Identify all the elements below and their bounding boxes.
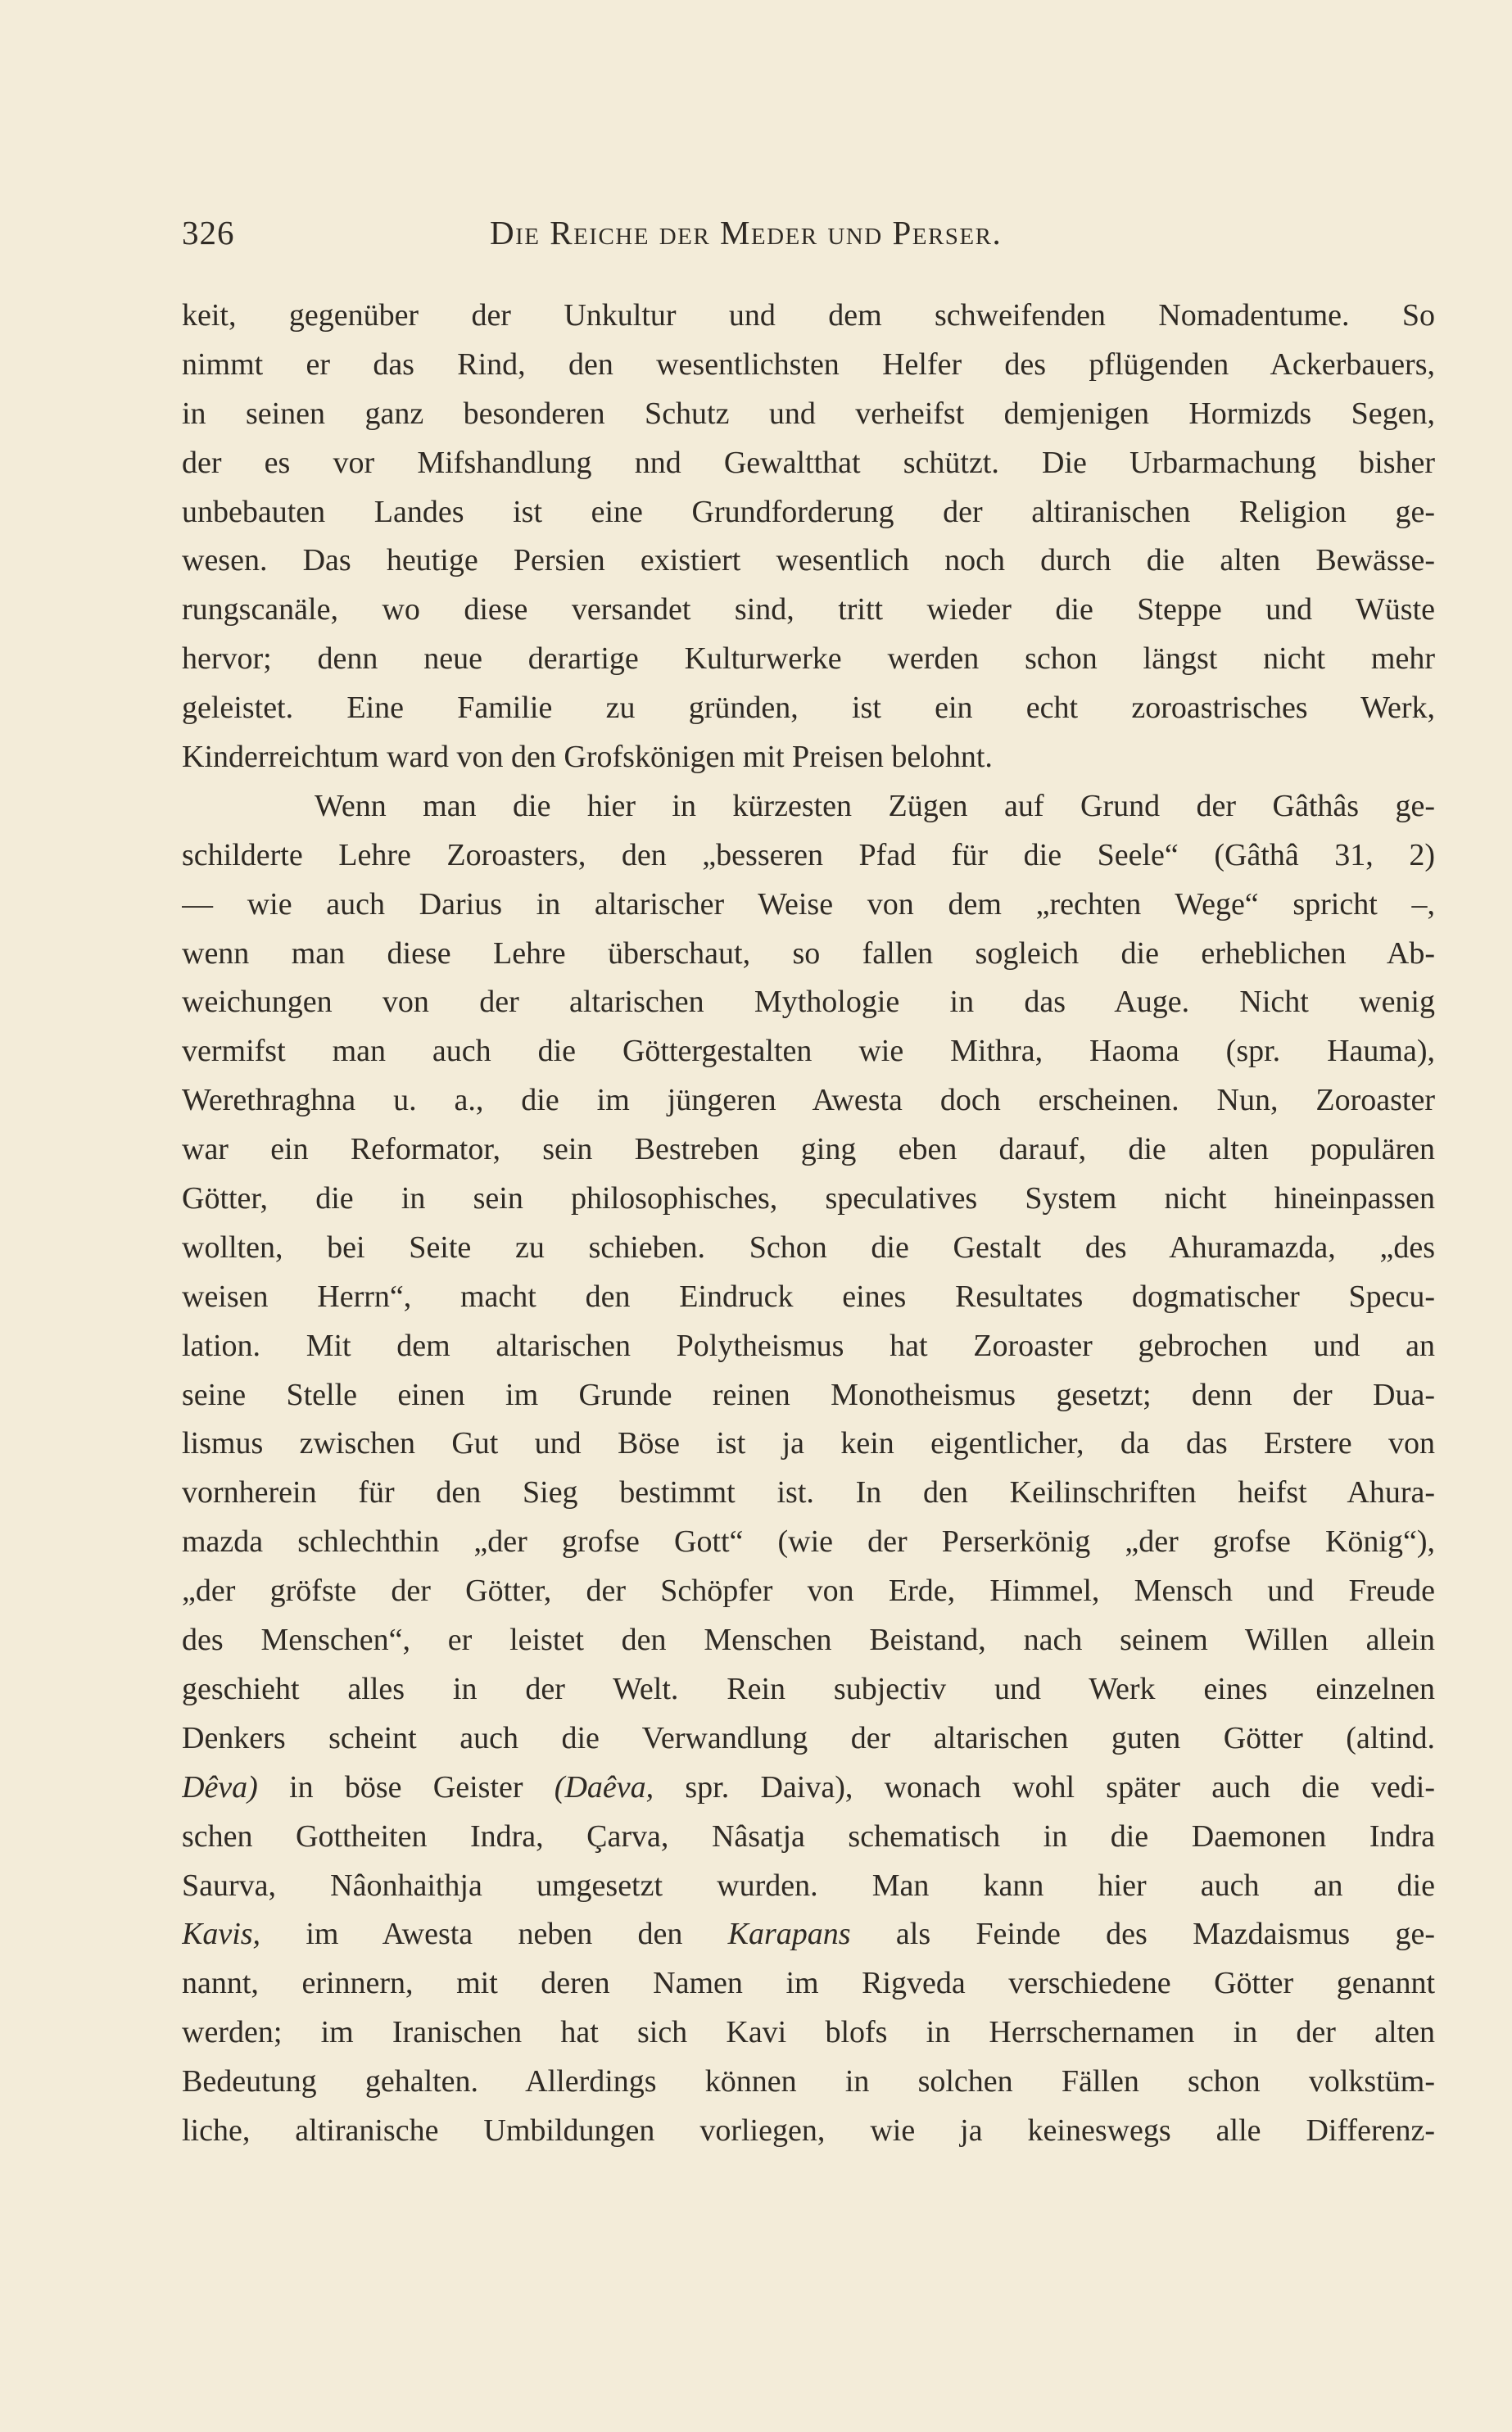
- text-line: war ein Reformator, sein Bestreben ging eben darauf, die alten populären: [182, 1132, 1435, 1167]
- text-line: weichungen von der altarischen Mythologie in das Auge. Nicht wenig: [182, 985, 1435, 1020]
- text-line: wollten, bei Seite zu schieben. Schon die Gestalt des Ahuramazda, „des: [182, 1230, 1435, 1265]
- italic-term: Karapans: [727, 1917, 851, 1952]
- text-line: hervor; denn neue derartige Kulturwerke werden schon längst nicht mehr: [182, 641, 1435, 677]
- page-header: [182, 206, 1134, 264]
- text-line: schilderte Lehre Zoroasters, den „besseren Pfad für die Seele“ (Gâthâ 31, 2): [182, 837, 1435, 872]
- text-line: Götter, die in sein philosophisches, speculatives System nicht hineinpassen: [182, 1181, 1435, 1216]
- paragraph-end-line: Kinderreichtum ward von den Grofskönigen mit Preisen belohnt.: [182, 740, 993, 775]
- text-line: des Menschen“, er leistet den Menschen Beistand, nach seinem Willen allein: [182, 1623, 1435, 1658]
- text-line-with-italics: [182, 1910, 1435, 1959]
- text-line-with-italics: [182, 1764, 1435, 1813]
- text-line: Bedeutung gehalten. Allerdings können in solchen Fällen schon volkstüm-: [182, 2064, 1435, 2099]
- text-line: geschieht alles in der Welt. Rein subjectiv und Werk eines einzelnen: [182, 1671, 1435, 1706]
- text-line: lation. Mit dem altarischen Polytheismus hat Zoroaster gebrochen und an: [182, 1328, 1435, 1363]
- text-line: rungscanäle, wo diese versandet sind, tritt wieder die Steppe und Wüste: [182, 592, 1435, 627]
- text-line: vermifst man auch die Göttergestalten wie Mithra, Haoma (spr. Hauma),: [182, 1034, 1435, 1069]
- text-line: wesen. Das heutige Persien existiert wesentlich noch durch die alten Bewässe-: [182, 543, 1435, 578]
- text-line: Saurva, Nâonhaithja umgesetzt wurden. Man kann hier auch an die: [182, 1868, 1435, 1903]
- italic-term: Kavis,: [182, 1917, 261, 1952]
- text-line: Denkers scheint auch die Verwandlung der altarischen guten Götter (altind.: [182, 1720, 1435, 1755]
- text-run: im Awesta neben den: [260, 1917, 728, 1952]
- text-run: als Feinde des Mazdaismus ge-: [850, 1917, 1435, 1952]
- text-line: schen Gottheiten Indra, Çarva, Nâsatja schematisch in die Daemonen Indra: [182, 1818, 1435, 1854]
- text-line: unbebauten Landes ist eine Grundforderung der altiranischen Religion ge-: [182, 494, 1435, 529]
- text-line: nimmt er das Rind, den wesentlichsten Helfer des pflügenden Ackerbauers,: [182, 346, 1435, 382]
- text-line: weisen Herrn“, macht den Eindruck eines Resultates dogmatischer Specu-: [182, 1279, 1435, 1314]
- text-line: in seinen ganz besonderen Schutz und verheifst demjenigen Hormizds Segen,: [182, 396, 1435, 431]
- text-line: Werethraghna u. a., die im jüngeren Awesta doch erscheinen. Nun, Zoroaster: [182, 1083, 1435, 1118]
- text-run: in böse Geister: [257, 1769, 555, 1805]
- text-line: — wie auch Darius in altarischer Weise von dem „rechten Wege“ spricht –,: [182, 886, 1435, 922]
- text-line: seine Stelle einen im Grunde reinen Monotheismus gesetzt; denn der Dua-: [182, 1377, 1435, 1412]
- text-line: werden; im Iranischen hat sich Kavi blofs in Herrschernamen in der alten: [182, 2015, 1435, 2050]
- page-number: 326: [182, 214, 235, 251]
- italic-term: (Daêva,: [554, 1769, 654, 1805]
- italic-term: Dêva): [182, 1769, 258, 1805]
- text-line: „der gröfste der Götter, der Schöpfer von Erde, Himmel, Mensch und Freude: [182, 1574, 1435, 1609]
- text-line: geleistet. Eine Familie zu gründen, ist ein echt zoroastrisches Werk,: [182, 691, 1435, 726]
- text-line: mazda schlechthin „der grofse Gott“ (wie der Perserkönig „der grofse König“),: [182, 1524, 1435, 1560]
- paragraph-start-line: Wenn man die hier in kürzesten Zügen auf Grund der Gâthâs ge-: [315, 788, 1435, 823]
- text-line: wenn man diese Lehre überschaut, so fallen sogleich die erheblichen Ab-: [182, 935, 1435, 971]
- text-line: vornherein für den Sieg bestimmt ist. In den Keilinschriften heifst Ahura-: [182, 1475, 1435, 1510]
- text-run: spr. Daiva), wonach wohl später auch die vedi-: [654, 1769, 1435, 1805]
- text-line: nannt, erinnern, mit deren Namen im Rigveda verschiedene Götter genannt: [182, 1966, 1435, 2001]
- text-line: lismus zwischen Gut und Böse ist ja kein eigentlicher, da das Erstere von: [182, 1426, 1435, 1461]
- text-line: keit, gegenüber der Unkultur und dem schweifenden Nomadentume. So: [182, 298, 1435, 333]
- text-line: liche, altiranische Umbildungen vorliegen, wie ja keineswegs alle Differenz-: [182, 2113, 1435, 2148]
- running-head: Die Reiche der Meder und Perser.: [490, 214, 1003, 251]
- body-text: [182, 292, 1435, 2156]
- text-line: der es vor Mifshandlung nnd Gewaltthat schützt. Die Urbarmachung bisher: [182, 445, 1435, 480]
